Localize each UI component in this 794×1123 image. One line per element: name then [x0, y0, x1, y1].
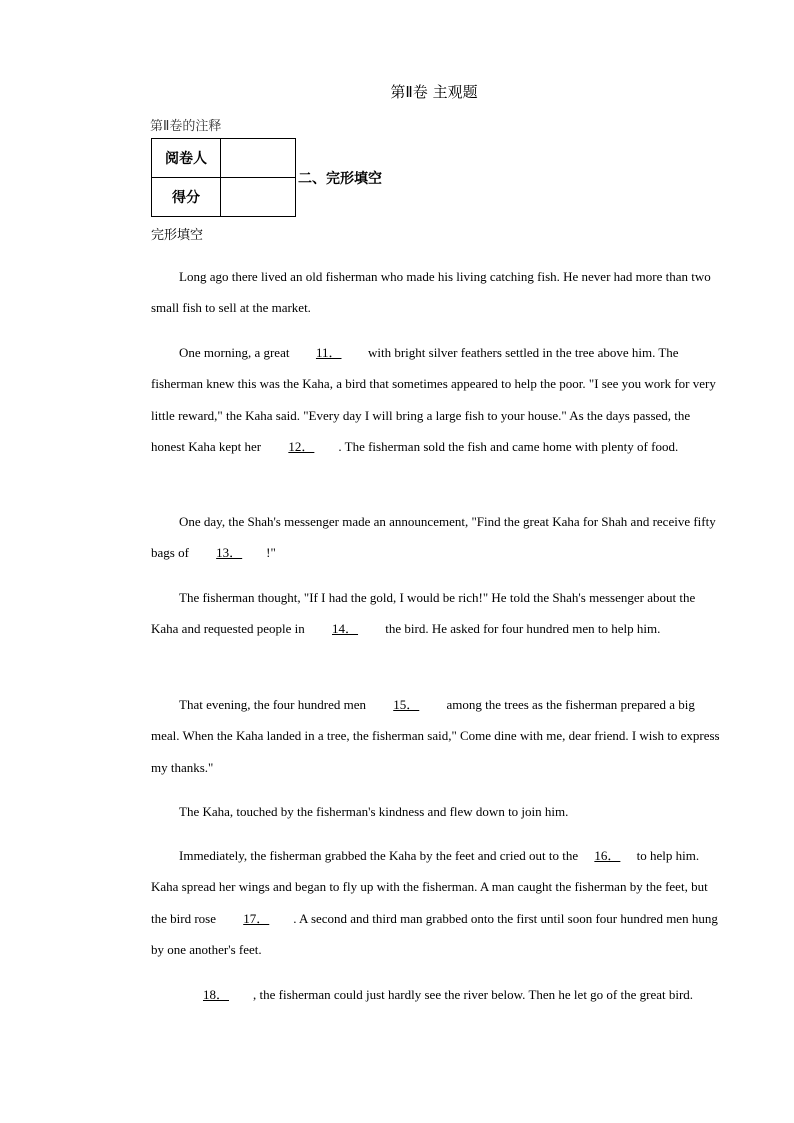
paragraph-5: That evening, the four hundred men 15． among the trees as the fisherman prepared a big meal. When the Kaha landed in a tree, the fisherman said," Come dine with me, dear friend. I wish to express my thanks." — [151, 689, 721, 783]
score-label: 得分 — [152, 178, 221, 217]
paragraph-6: The Kaha, touched by the fisherman's kindness and flew down to join him. — [179, 804, 569, 819]
blank-12: 12． — [288, 438, 315, 454]
blank-13: 13． — [216, 545, 243, 561]
blank-14: 14． — [332, 621, 359, 637]
grader-label: 阅卷人 — [152, 139, 221, 178]
score-cell — [221, 178, 296, 217]
section-subtitle: 完形填空 — [151, 228, 204, 243]
section-note: 第Ⅱ卷的注释 — [150, 119, 222, 134]
paragraph-4: The fisherman thought, "If I had the gold, I would be rich!" He told the Shah's messenger about the Kaha and requested people in 14． the bird. He asked for four hundred men to help him. — [151, 582, 721, 645]
blank-11: 11． — [315, 345, 342, 360]
grader-cell — [221, 139, 296, 178]
blank-17: 17． — [243, 910, 270, 926]
paragraph-3: One day, the Shah's messenger made an announcement, "Find the great Kaha for Shah and receive fifty bags of 13． !" — [151, 506, 721, 569]
blank-16: 16． — [594, 848, 621, 863]
paragraph-7: Immediately, the fisherman grabbed the Kaha by the feet and cried out to the 16． to help him. Kaha spread her wings and began to fly up with the fisherman. A man caught the fisherman by the feet, but the bird rose 17． . A second and third man grabbed onto the first until soon four hundred men hung by one another's feet. — [151, 840, 721, 965]
paragraph-8: 18． , the fisherman could just hardly see the river below. Then he let go of the great bird. — [151, 979, 721, 1010]
blank-18: 18． — [202, 987, 229, 1002]
score-table — [151, 138, 296, 217]
blank-15: 15． — [393, 697, 420, 712]
paragraph-2: One morning, a great 11． with bright silver feathers settled in the tree above him. The fisherman knew this was the Kaha, a bird that sometimes appeared to help the poor. "I see you work for very little reward," the Kaha said. "Every day I will bring a large fish to your house." As the days passed, the honest Kaha kept her 12． . The fisherman sold the fish and came home with plenty of food. — [151, 337, 721, 462]
page-title: 第Ⅱ卷 主观题 — [390, 83, 478, 101]
section-heading: 二、完形填空 — [298, 171, 382, 187]
paragraph-1: Long ago there lived an old fisherman who made his living catching fish. He never had more than two small fish to sell at the market. — [151, 269, 711, 316]
